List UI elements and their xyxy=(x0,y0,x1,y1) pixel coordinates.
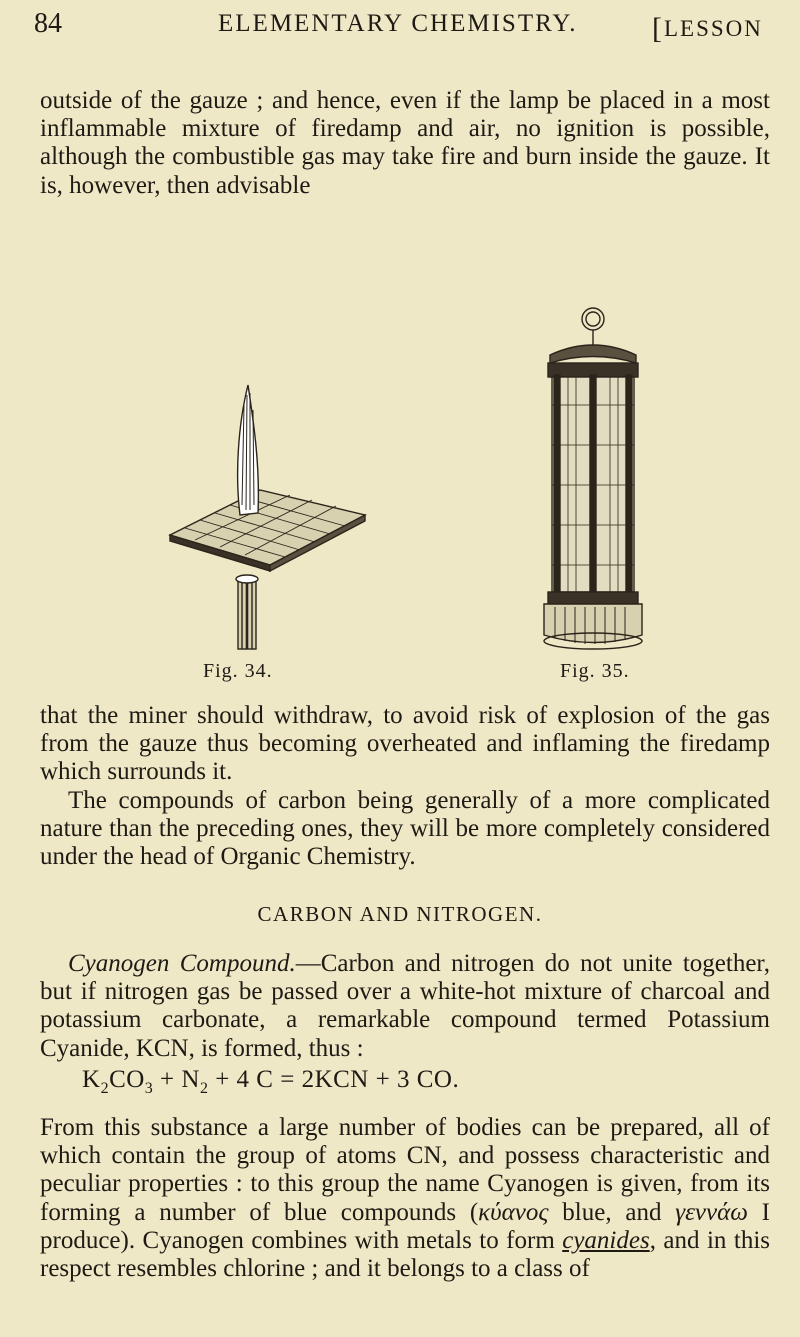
cn-text-2: blue, and xyxy=(548,1198,676,1226)
cyanogen-text: —Carbon and nitrogen do not unite together, but if nitrogen gas be passed over a white-hot mixture of charcoal and potassium carbonate, a remarkable compound termed Potassium Cyanide, KCN, is formed, thus : xyxy=(40,950,770,1062)
chemical-equation xyxy=(82,1066,459,1098)
section-label-text: LESSON xyxy=(664,16,763,41)
paragraph-cyanogen-group xyxy=(40,1114,770,1283)
eq-co-sub: 3 xyxy=(144,1080,154,1097)
eq-k-sub: 2 xyxy=(100,1080,110,1097)
eq-n: + N xyxy=(153,1066,200,1093)
cyanides-term: cyanides xyxy=(562,1226,650,1254)
section-bracket: [ xyxy=(652,12,664,45)
cn-text-1: From this substance a large number of bodies can be prepared, all of which contain the group of atoms CN, and possess characteristic and peculiar properties : to this group the name Cyanogen is given, from its forming a number of blue compounds ( xyxy=(40,1114,770,1226)
fig-34-caption: Fig. 34. xyxy=(203,660,273,682)
eq-k: K xyxy=(82,1066,101,1093)
page-header xyxy=(32,8,772,56)
greek-gennao: γεννάω xyxy=(675,1198,748,1226)
eq-n-sub: 2 xyxy=(199,1080,209,1097)
cn-text-3: I produce). Cyanogen combines with metals to form xyxy=(40,1198,771,1254)
section-heading: CARBON AND NITROGEN. xyxy=(257,902,543,926)
paragraph-miner: that the miner should withdraw, to avoid risk of explosion of the gas from the gauze thus becoming overheated and inflaming the firedamp which surrounds it. xyxy=(40,702,770,786)
fig-34-gauze-illustration xyxy=(140,365,380,655)
running-title: ELEMENTARY CHEMISTRY. xyxy=(218,10,578,37)
fig-35-caption: Fig. 35. xyxy=(560,660,630,682)
eq-co: CO xyxy=(109,1066,145,1093)
paragraph-gauze: outside of the gauze ; and hence, even if the lamp be placed in a most inflammable mixture of firedamp and air, no ignition is possible, although the combustible gas may take fire and burn inside the gauze. It is, however, then advisable xyxy=(40,87,770,199)
paragraph-carbon-compounds: The compounds of carbon being generally of a more complicated nature than the preceding ones, they will be more completely considered under the head of Organic Chemistry. xyxy=(40,787,770,871)
greek-kyanos: κύανος xyxy=(478,1198,549,1226)
page-number: 84 xyxy=(34,8,62,39)
fig-35-davy-lamp-illustration xyxy=(530,305,655,660)
cyanogen-lead: Cyanogen Compound. xyxy=(68,950,296,977)
section-label xyxy=(652,10,763,44)
cn-text-4: , and in this respect resembles chlorine ; and it belongs to a class of xyxy=(40,1226,770,1283)
eq-rest: + 4 C = 2KCN + 3 CO. xyxy=(208,1066,460,1093)
paragraph-cyanogen xyxy=(40,950,770,1063)
